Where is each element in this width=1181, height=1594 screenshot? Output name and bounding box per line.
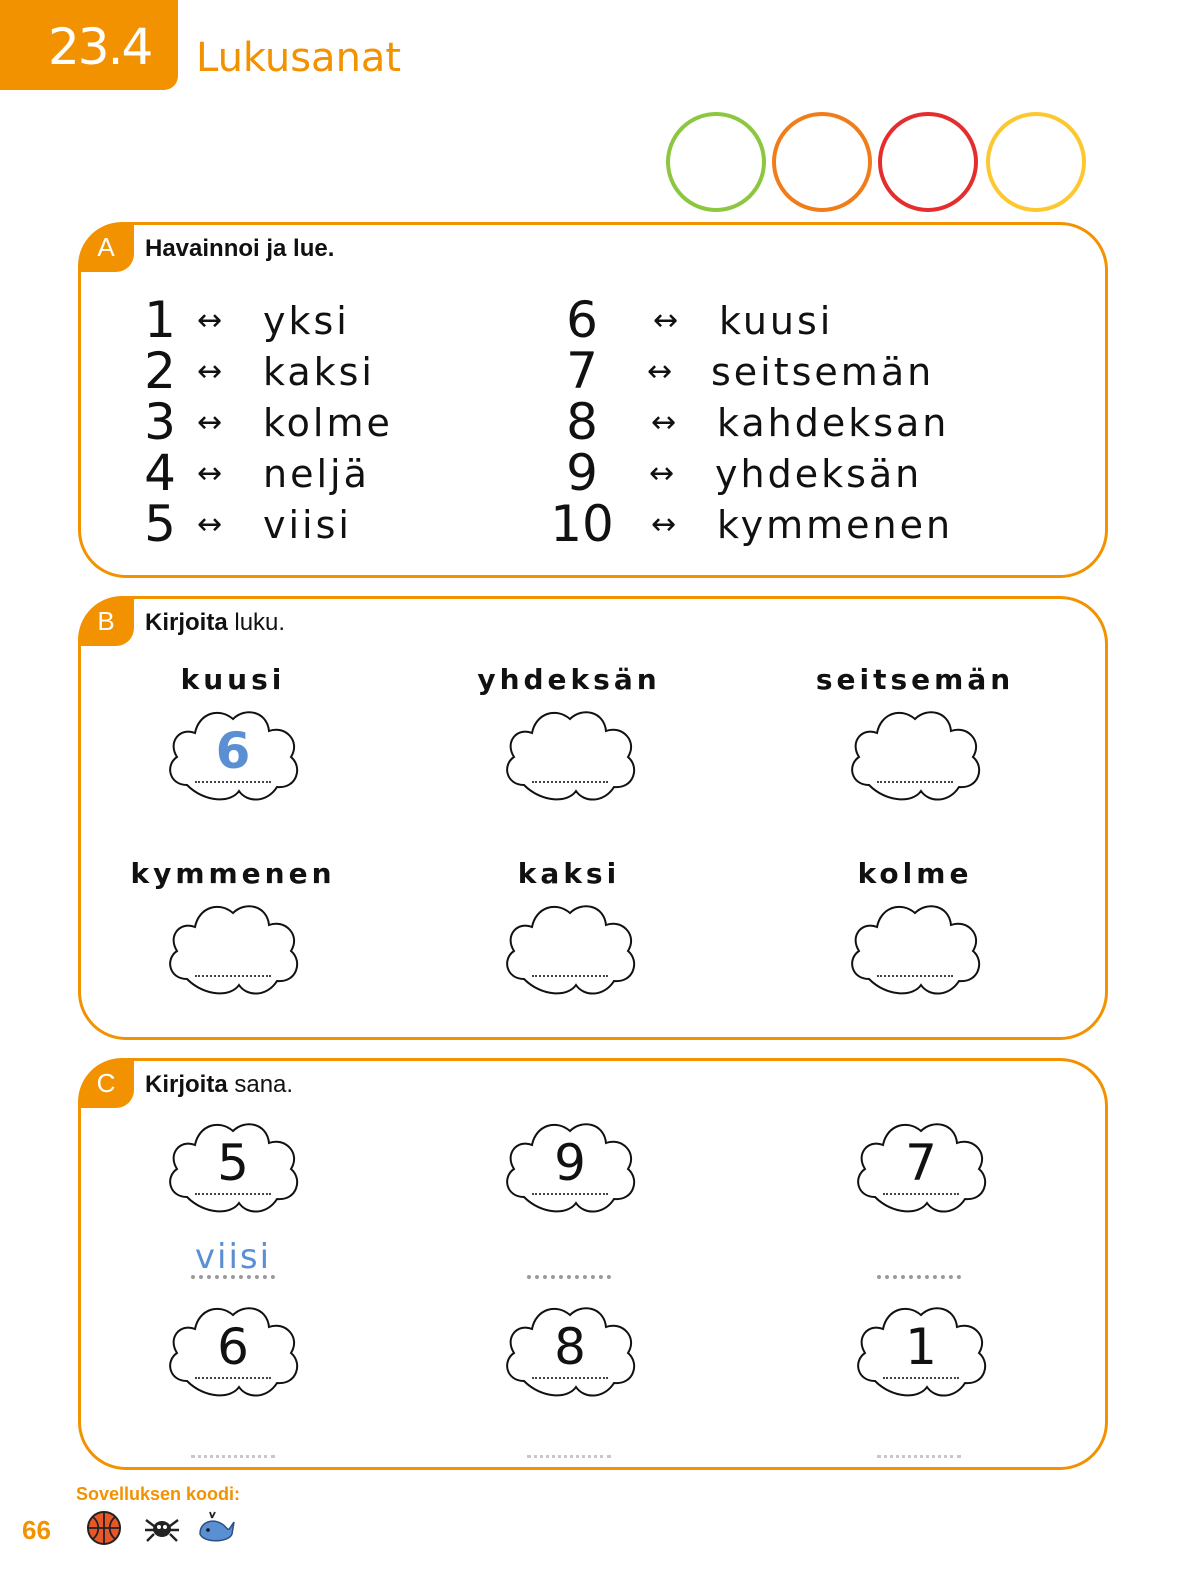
pair-number: 5: [144, 495, 176, 553]
answer-cloud[interactable]: [161, 897, 305, 997]
pair-number: 4: [144, 444, 176, 502]
answer-line: [195, 975, 271, 977]
word-answer-line[interactable]: [527, 1447, 611, 1458]
word-answer-line[interactable]: [191, 1267, 275, 1279]
pair-number: 9: [566, 444, 598, 502]
number-cloud: [498, 1115, 642, 1215]
cloud-number: 6: [217, 1318, 249, 1376]
pair-word: yksi: [263, 299, 350, 343]
answer-cloud[interactable]: [843, 703, 987, 803]
app-code-label: Sovelluksen koodi:: [76, 1484, 241, 1504]
instruction-verb: Kirjoita: [145, 609, 228, 636]
handwritten-word-answer: viisi: [194, 1237, 272, 1277]
pair-number: 1: [144, 291, 176, 349]
cloud-dotted-line: [532, 1193, 608, 1195]
instruction-object: sana.: [227, 1071, 294, 1098]
number-cloud: [849, 1299, 993, 1399]
section-c-badge: C: [78, 1058, 134, 1108]
answer-cloud[interactable]: [498, 703, 642, 803]
cloud-dotted-line: [883, 1377, 959, 1379]
double-arrow-icon: ↔: [653, 303, 679, 338]
double-arrow-icon: ↔: [197, 456, 223, 491]
double-arrow-icon: ↔: [197, 405, 223, 440]
pair-word: neljä: [263, 452, 370, 496]
answer-line: [877, 975, 953, 977]
pair-word: viisi: [263, 503, 352, 547]
number-word-label: seitsemän: [815, 663, 1015, 696]
pair-word: yhdeksän: [715, 452, 923, 496]
number-cloud: [161, 1115, 305, 1215]
double-arrow-icon: ↔: [197, 354, 223, 389]
answer-line: [532, 975, 608, 977]
pair-number: 3: [144, 393, 176, 451]
double-arrow-icon: ↔: [197, 507, 223, 542]
answer-line: [195, 781, 271, 783]
section-c: [78, 1058, 1108, 1470]
pair-word: kymmenen: [717, 503, 954, 547]
rating-circle-red[interactable]: [880, 114, 976, 210]
answer-line: [532, 781, 608, 783]
number-word-label: yhdeksän: [477, 663, 661, 696]
page-title: Lukusanat: [196, 35, 402, 81]
number-word-label: kuusi: [180, 663, 286, 696]
cloud-dotted-line: [195, 1193, 271, 1195]
cloud-number: 9: [554, 1134, 586, 1192]
pair-word: kuusi: [719, 299, 834, 343]
pair-word: kolme: [263, 401, 393, 445]
pair-number: 2: [144, 342, 176, 400]
instruction-verb: Kirjoita: [145, 1071, 228, 1098]
number-word-label: kymmenen: [130, 857, 336, 890]
page-number: 66: [22, 1515, 51, 1545]
answer-cloud[interactable]: [161, 703, 305, 803]
answer-cloud[interactable]: [843, 897, 987, 997]
rating-circle-yellow[interactable]: [988, 114, 1084, 210]
section-b: [78, 596, 1108, 1040]
chapter-number: 23.4: [48, 18, 152, 76]
double-arrow-icon: ↔: [651, 405, 677, 440]
section-b-badge: B: [78, 596, 134, 646]
word-answer-line[interactable]: [191, 1447, 275, 1458]
pair-number: 8: [566, 393, 598, 451]
number-cloud: [161, 1299, 305, 1399]
cloud-dotted-line: [883, 1193, 959, 1195]
rating-circle-orange[interactable]: [774, 114, 870, 210]
chapter-tab: [0, 0, 178, 90]
pair-word: kahdeksan: [717, 401, 950, 445]
pair-word: kaksi: [263, 350, 375, 394]
cloud-number: 7: [905, 1134, 937, 1192]
section-b-instruction: [145, 609, 285, 637]
number-cloud: [849, 1115, 993, 1215]
pair-number: 6: [566, 291, 598, 349]
rating-circle-green[interactable]: [668, 114, 764, 210]
answer-line: [877, 781, 953, 783]
basketball-icon[interactable]: [84, 1508, 124, 1548]
section-a: [78, 222, 1108, 578]
word-answer-line[interactable]: [527, 1267, 611, 1279]
cloud-dotted-line: [195, 1377, 271, 1379]
cloud-number: 5: [217, 1134, 249, 1192]
section-a-badge: A: [78, 222, 134, 272]
section-c-instruction: [145, 1071, 293, 1099]
whale-icon[interactable]: [196, 1508, 236, 1548]
word-answer-line[interactable]: [877, 1267, 961, 1279]
answer-cloud[interactable]: [498, 897, 642, 997]
pair-number: 7: [566, 342, 598, 400]
cloud-dotted-line: [532, 1377, 608, 1379]
instruction-object: luku.: [227, 609, 286, 636]
double-arrow-icon: ↔: [651, 507, 677, 542]
double-arrow-icon: ↔: [197, 303, 223, 338]
pair-word: seitsemän: [711, 350, 935, 394]
double-arrow-icon: ↔: [649, 456, 675, 491]
pair-number: 10: [550, 495, 614, 553]
spider-icon[interactable]: [142, 1508, 182, 1548]
handwritten-answer: 6: [215, 722, 251, 780]
cloud-number: 8: [554, 1318, 586, 1376]
number-cloud: [498, 1299, 642, 1399]
word-answer-line[interactable]: [877, 1447, 961, 1458]
number-word-label: kolme: [857, 857, 973, 890]
cloud-number: 1: [905, 1318, 937, 1376]
double-arrow-icon: ↔: [647, 354, 673, 389]
number-word-label: kaksi: [517, 857, 621, 890]
section-a-instruction: Havainnoi ja lue.: [145, 235, 335, 262]
